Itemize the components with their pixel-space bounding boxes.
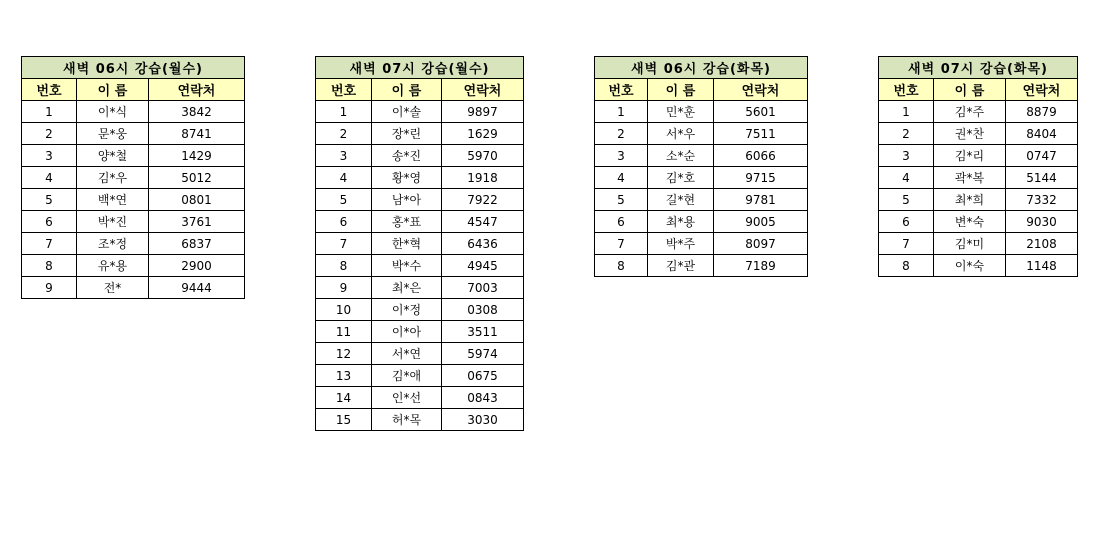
cell-number[interactable]: 5 [316, 189, 372, 211]
table-row [316, 255, 524, 277]
cell-contact[interactable]: 7511 [714, 123, 808, 145]
cell-number[interactable]: 9 [316, 277, 372, 299]
cell-number[interactable]: 1 [22, 101, 77, 123]
cell-name[interactable]: 박*수 [372, 255, 442, 277]
cell-number[interactable]: 8 [879, 255, 934, 277]
header-contact[interactable]: 연락처 [1006, 79, 1078, 101]
cell-contact[interactable]: 2108 [1006, 233, 1078, 255]
cell-name[interactable]: 이*아 [372, 321, 442, 343]
table-row [879, 145, 1078, 167]
cell-name[interactable]: 전* [77, 277, 149, 299]
cell-contact[interactable]: 0843 [442, 387, 524, 409]
cell-name[interactable]: 황*영 [372, 167, 442, 189]
table-row [22, 123, 245, 145]
table-title[interactable]: 새벽 06시 강습(화목) [595, 57, 808, 79]
cell-number[interactable]: 2 [595, 123, 648, 145]
cell-name[interactable]: 인*선 [372, 387, 442, 409]
table-row [22, 167, 245, 189]
cell-name[interactable]: 백*연 [77, 189, 149, 211]
table-row [879, 189, 1078, 211]
cell-name[interactable]: 김*호 [648, 167, 714, 189]
cell-name[interactable]: 김*주 [934, 101, 1006, 123]
cell-contact[interactable]: 8741 [149, 123, 245, 145]
header-number[interactable]: 번호 [595, 79, 648, 101]
cell-name[interactable]: 변*숙 [934, 211, 1006, 233]
cell-number[interactable]: 3 [316, 145, 372, 167]
cell-name[interactable]: 이*숙 [934, 255, 1006, 277]
header-name[interactable]: 이 름 [372, 79, 442, 101]
cell-contact[interactable]: 3511 [442, 321, 524, 343]
table-row [22, 277, 245, 299]
roster-table [21, 56, 245, 299]
cell-number[interactable]: 7 [316, 233, 372, 255]
cell-name[interactable]: 장*린 [372, 123, 442, 145]
cell-contact[interactable]: 7922 [442, 189, 524, 211]
cell-number[interactable]: 3 [879, 145, 934, 167]
cell-name[interactable]: 김*우 [77, 167, 149, 189]
table-header-row [879, 79, 1078, 101]
cell-contact[interactable]: 1629 [442, 123, 524, 145]
cell-number[interactable]: 5 [595, 189, 648, 211]
cell-name[interactable]: 문*웅 [77, 123, 149, 145]
cell-contact[interactable]: 9781 [714, 189, 808, 211]
cell-number[interactable]: 10 [316, 299, 372, 321]
cell-name[interactable]: 곽*복 [934, 167, 1006, 189]
table-row [595, 167, 808, 189]
table-row [595, 255, 808, 277]
cell-name[interactable]: 홍*표 [372, 211, 442, 233]
cell-number[interactable]: 5 [22, 189, 77, 211]
cell-contact[interactable]: 3030 [442, 409, 524, 431]
cell-contact[interactable]: 4547 [442, 211, 524, 233]
table-title-row [879, 57, 1078, 79]
cell-number[interactable]: 8 [22, 255, 77, 277]
cell-number[interactable]: 4 [22, 167, 77, 189]
header-name[interactable]: 이 름 [648, 79, 714, 101]
cell-contact[interactable]: 3761 [149, 211, 245, 233]
cell-number[interactable]: 12 [316, 343, 372, 365]
cell-contact[interactable]: 5144 [1006, 167, 1078, 189]
table-row [316, 321, 524, 343]
cell-contact[interactable]: 2900 [149, 255, 245, 277]
cell-name[interactable]: 김*관 [648, 255, 714, 277]
table-header-row [316, 79, 524, 101]
cell-contact[interactable]: 7332 [1006, 189, 1078, 211]
cell-number[interactable]: 13 [316, 365, 372, 387]
header-number[interactable]: 번호 [316, 79, 372, 101]
cell-number[interactable]: 14 [316, 387, 372, 409]
cell-number[interactable]: 3 [22, 145, 77, 167]
cell-number[interactable]: 8 [316, 255, 372, 277]
cell-contact[interactable]: 5974 [442, 343, 524, 365]
cell-contact[interactable]: 3842 [149, 101, 245, 123]
cell-contact[interactable]: 1148 [1006, 255, 1078, 277]
cell-number[interactable]: 1 [879, 101, 934, 123]
table-title-row [316, 57, 524, 79]
cell-contact[interactable]: 9005 [714, 211, 808, 233]
cell-name[interactable]: 권*찬 [934, 123, 1006, 145]
cell-number[interactable]: 7 [879, 233, 934, 255]
table-row [879, 123, 1078, 145]
table-title[interactable]: 새벽 07시 강습(화목) [879, 57, 1078, 79]
cell-contact[interactable]: 1429 [149, 145, 245, 167]
cell-number[interactable]: 7 [22, 233, 77, 255]
table-title[interactable]: 새벽 07시 강습(월수) [316, 57, 524, 79]
table-title-row [22, 57, 245, 79]
table-row [316, 299, 524, 321]
cell-number[interactable]: 5 [879, 189, 934, 211]
cell-contact[interactable]: 5601 [714, 101, 808, 123]
table-row [22, 255, 245, 277]
header-contact[interactable]: 연락처 [442, 79, 524, 101]
cell-number[interactable]: 6 [22, 211, 77, 233]
cell-number[interactable]: 3 [595, 145, 648, 167]
table-row [316, 277, 524, 299]
table-row [22, 189, 245, 211]
cell-name[interactable]: 김*미 [934, 233, 1006, 255]
cell-contact[interactable]: 0308 [442, 299, 524, 321]
cell-contact[interactable]: 9444 [149, 277, 245, 299]
cell-contact[interactable]: 1918 [442, 167, 524, 189]
cell-number[interactable]: 4 [316, 167, 372, 189]
cell-contact[interactable]: 9897 [442, 101, 524, 123]
cell-contact[interactable]: 0747 [1006, 145, 1078, 167]
table-row [879, 255, 1078, 277]
table-row [22, 233, 245, 255]
table-row [22, 101, 245, 123]
table-title-row [595, 57, 808, 79]
cell-contact[interactable]: 8404 [1006, 123, 1078, 145]
table-row [316, 387, 524, 409]
cell-number[interactable]: 2 [879, 123, 934, 145]
cell-contact[interactable]: 8097 [714, 233, 808, 255]
table-row [316, 145, 524, 167]
table-row [316, 365, 524, 387]
cell-name[interactable]: 이*솔 [372, 101, 442, 123]
cell-number[interactable]: 4 [595, 167, 648, 189]
cell-number[interactable]: 4 [879, 167, 934, 189]
cell-number[interactable]: 7 [595, 233, 648, 255]
cell-contact[interactable]: 6066 [714, 145, 808, 167]
cell-number[interactable]: 15 [316, 409, 372, 431]
header-number[interactable]: 번호 [22, 79, 77, 101]
table-row [316, 211, 524, 233]
roster-table [878, 56, 1078, 277]
cell-contact[interactable]: 7003 [442, 277, 524, 299]
cell-name[interactable]: 서*연 [372, 343, 442, 365]
cell-name[interactable]: 길*현 [648, 189, 714, 211]
cell-name[interactable]: 이*식 [77, 101, 149, 123]
cell-contact[interactable]: 6837 [149, 233, 245, 255]
cell-name[interactable]: 박*진 [77, 211, 149, 233]
cell-name[interactable]: 한*혁 [372, 233, 442, 255]
header-contact[interactable]: 연락처 [714, 79, 808, 101]
cell-number[interactable]: 1 [595, 101, 648, 123]
table-row [879, 211, 1078, 233]
table-row [316, 123, 524, 145]
cell-name[interactable]: 이*정 [372, 299, 442, 321]
header-name[interactable]: 이 름 [77, 79, 149, 101]
cell-name[interactable]: 박*주 [648, 233, 714, 255]
table-row [879, 233, 1078, 255]
cell-name[interactable]: 최*은 [372, 277, 442, 299]
cell-contact[interactable]: 0675 [442, 365, 524, 387]
cell-number[interactable]: 2 [316, 123, 372, 145]
roster-table [594, 56, 808, 277]
table-row [595, 101, 808, 123]
cell-name[interactable]: 유*용 [77, 255, 149, 277]
cell-name[interactable]: 남*아 [372, 189, 442, 211]
cell-number[interactable]: 11 [316, 321, 372, 343]
cell-contact[interactable]: 5970 [442, 145, 524, 167]
cell-contact[interactable]: 9715 [714, 167, 808, 189]
table-header-row [22, 79, 245, 101]
table-row [595, 233, 808, 255]
header-name[interactable]: 이 름 [934, 79, 1006, 101]
header-contact[interactable]: 연락처 [149, 79, 245, 101]
cell-number[interactable]: 9 [22, 277, 77, 299]
cell-number[interactable]: 2 [22, 123, 77, 145]
cell-name[interactable]: 송*진 [372, 145, 442, 167]
cell-contact[interactable]: 6436 [442, 233, 524, 255]
cell-contact[interactable]: 9030 [1006, 211, 1078, 233]
cell-name[interactable]: 양*철 [77, 145, 149, 167]
roster-table [315, 56, 524, 431]
cell-name[interactable]: 서*우 [648, 123, 714, 145]
table-row [879, 167, 1078, 189]
cell-contact[interactable]: 7189 [714, 255, 808, 277]
cell-name[interactable]: 김*애 [372, 365, 442, 387]
cell-name[interactable]: 김*리 [934, 145, 1006, 167]
table-row [595, 189, 808, 211]
cell-contact[interactable]: 5012 [149, 167, 245, 189]
cell-number[interactable]: 6 [316, 211, 372, 233]
cell-number[interactable]: 6 [595, 211, 648, 233]
table-row [316, 167, 524, 189]
table-row [316, 189, 524, 211]
cell-name[interactable]: 최*희 [934, 189, 1006, 211]
table-title[interactable]: 새벽 06시 강습(월수) [22, 57, 245, 79]
table-row [595, 211, 808, 233]
table-row [879, 101, 1078, 123]
cell-name[interactable]: 민*훈 [648, 101, 714, 123]
table-row [22, 211, 245, 233]
cell-name[interactable]: 조*정 [77, 233, 149, 255]
table-row [595, 123, 808, 145]
table-row [316, 233, 524, 255]
cell-contact[interactable]: 4945 [442, 255, 524, 277]
table-row [316, 101, 524, 123]
table-row [595, 145, 808, 167]
cell-contact[interactable]: 8879 [1006, 101, 1078, 123]
table-header-row [595, 79, 808, 101]
cell-contact[interactable]: 0801 [149, 189, 245, 211]
header-number[interactable]: 번호 [879, 79, 934, 101]
cell-number[interactable]: 6 [879, 211, 934, 233]
cell-name[interactable]: 소*순 [648, 145, 714, 167]
table-row [22, 145, 245, 167]
table-row [316, 409, 524, 431]
table-row [316, 343, 524, 365]
cell-name[interactable]: 허*목 [372, 409, 442, 431]
cell-number[interactable]: 8 [595, 255, 648, 277]
cell-name[interactable]: 최*용 [648, 211, 714, 233]
cell-number[interactable]: 1 [316, 101, 372, 123]
